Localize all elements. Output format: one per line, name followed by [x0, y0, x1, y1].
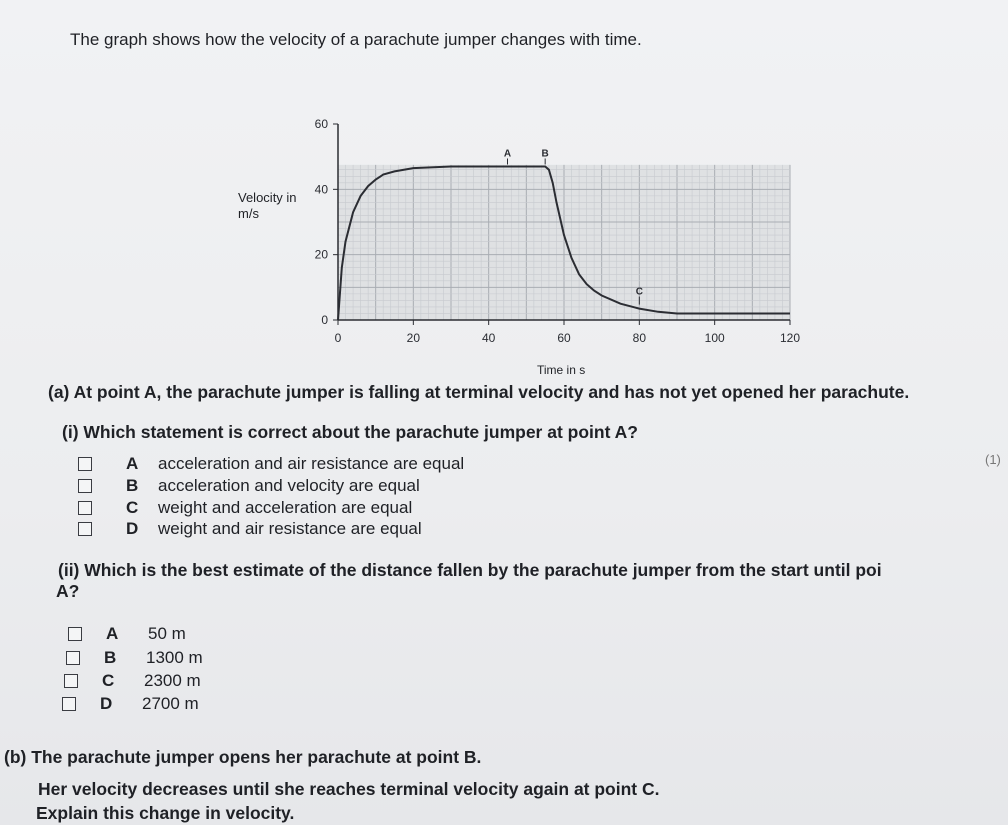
q2-question-line1: (ii) Which is the best estimate of the distance fallen by the parachute jumper from the start until poi: [58, 560, 882, 580]
q1-option-b-checkbox[interactable]: [78, 479, 92, 493]
q1-option-b[interactable]: [78, 476, 420, 496]
part-b-line3: Explain this change in velocity.: [36, 803, 295, 823]
q1-option-a[interactable]: [78, 454, 464, 474]
q2-option-a[interactable]: [68, 624, 186, 644]
q2-option-b-checkbox[interactable]: [66, 651, 80, 665]
q2-option-c-checkbox[interactable]: [64, 674, 78, 688]
intro-text: The graph shows how the velocity of a parachute jumper changes with time.: [70, 30, 642, 49]
q1-option-c[interactable]: [78, 498, 412, 518]
x-tick-label: 100: [704, 331, 725, 345]
y-tick-label: 0: [321, 313, 328, 327]
x-tick-label: 120: [779, 331, 801, 345]
part-b-line2: Her velocity decreases until she reaches terminal velocity again at point C.: [38, 779, 660, 799]
q2-option-a-letter: A: [106, 624, 119, 643]
chart-grid: [338, 165, 790, 320]
x-tick-label: 40: [481, 331, 496, 345]
x-tick-label: 20: [406, 331, 421, 345]
part-b-line1: (b) The parachute jumper opens her parachute at point B.: [4, 747, 482, 767]
q2-option-c-text: 2300 m: [144, 671, 201, 690]
y-axis-label: Velocity in m/s: [238, 190, 297, 221]
q2-option-d[interactable]: [62, 694, 199, 714]
q2-option-b[interactable]: [66, 648, 203, 668]
q2-question-line2: A?: [56, 581, 80, 601]
q2-option-d-text: 2700 m: [142, 694, 199, 713]
q1-option-b-letter: B: [126, 476, 139, 495]
y-tick-label: 20: [314, 247, 328, 262]
point-label-c: C: [635, 286, 643, 298]
q2-option-d-checkbox[interactable]: [62, 697, 76, 711]
q1-option-a-text: acceleration and air resistance are equal: [158, 454, 465, 473]
point-label-a: A: [503, 148, 512, 160]
q1-option-a-checkbox[interactable]: [78, 457, 92, 471]
q1-option-a-letter: A: [126, 454, 139, 473]
y-tick-label: 60: [314, 117, 328, 131]
point-label-b: B: [541, 148, 549, 160]
x-tick-label: 80: [632, 331, 647, 345]
q1-option-d-text: weight and air resistance are equal: [158, 519, 422, 538]
q1-marks: (1): [985, 452, 1001, 467]
x-tick-label: 0: [334, 331, 342, 345]
q1-option-d-checkbox[interactable]: [78, 522, 92, 536]
q1-option-c-letter: C: [126, 498, 139, 517]
x-axis-label: Time in s: [537, 363, 586, 377]
q2-option-c[interactable]: [64, 671, 201, 691]
q2-option-a-text: 50 m: [148, 624, 186, 643]
q1-option-c-checkbox[interactable]: [78, 501, 92, 515]
q2-option-b-letter: B: [104, 648, 117, 667]
y-tick-label: 40: [314, 182, 328, 197]
x-tick-label: 60: [557, 331, 571, 345]
q2-option-b-text: 1300 m: [146, 648, 203, 667]
q1-question: (i) Which statement is correct about the parachute jumper at point A?: [62, 422, 638, 442]
part-a-stem: (a) At point A, the parachute jumper is falling at terminal velocity and has not yet opened her parachute.: [48, 382, 910, 402]
q2-option-c-letter: C: [102, 671, 115, 690]
q1-option-b-text: acceleration and velocity are equal: [158, 476, 420, 495]
q2-option-d-letter: D: [100, 694, 113, 713]
velocity-time-chart: [300, 110, 820, 370]
q1-option-d-letter: D: [126, 519, 139, 538]
q1-option-c-text: weight and acceleration are equal: [158, 498, 413, 517]
q1-option-d[interactable]: [78, 519, 422, 539]
q2-option-a-checkbox[interactable]: [68, 627, 82, 641]
